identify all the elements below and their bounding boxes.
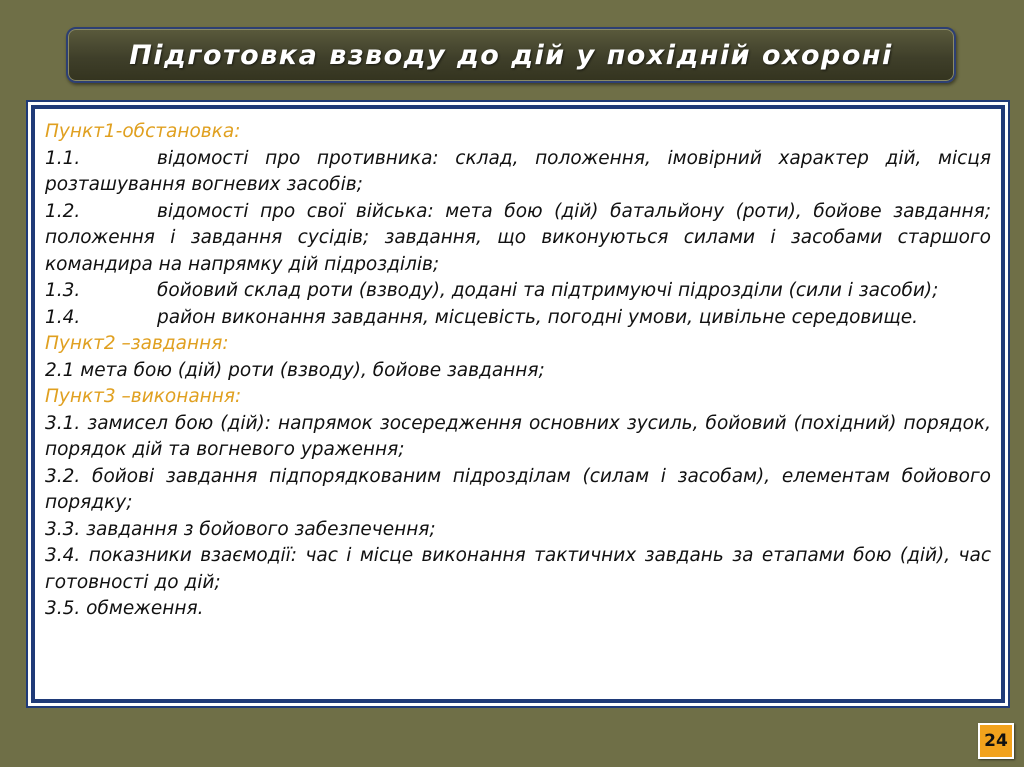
slide-title: Підготовка взводу до дій у похідній охороні xyxy=(129,39,893,71)
list-item: 3.2. бойові завдання підпорядкованим підрозділам (силам і засобам), елементам бойового порядку; xyxy=(45,465,991,513)
list-item: 2.1 мета бою (дій) роти (взводу), бойове завдання; xyxy=(45,359,545,381)
list-item xyxy=(45,278,991,305)
list-item: 3.1. замисел бою (дій): напрямок зосередження основних зусиль, бойовий (похідний) порядок, порядок дій та вогневого ураження; xyxy=(45,412,991,460)
title-bar xyxy=(66,27,956,83)
item-number: 1.4. xyxy=(45,306,81,328)
list-item xyxy=(45,305,991,332)
item-text: відомості про свої війська: мета бою (дій) батальйону (роти), бойове завдання; положення і завдання сусідів; завдання, що виконуються силами і засобами старшого командира на напрямку дій підрозділів; xyxy=(45,200,991,275)
item-number: 1.3. xyxy=(45,280,81,301)
section-heading: Пункт1-обстановка: xyxy=(45,121,241,142)
content-frame xyxy=(31,105,1005,703)
page-number-badge: 24 xyxy=(978,723,1014,759)
item-text: бойовий склад роти (взводу), додані та підтримуючі підрозділи (сили і засоби); xyxy=(157,280,939,301)
section-heading: Пункт2 –завдання: xyxy=(45,333,229,354)
section-heading: Пункт3 –виконання: xyxy=(45,386,242,407)
list-item: 3.5. обмеження. xyxy=(45,598,204,619)
item-text: район виконання завдання, місцевість, погодні умови, цивільне середовище. xyxy=(157,306,919,328)
content-body xyxy=(45,119,991,623)
item-number: 1.1. xyxy=(45,147,81,169)
item-text: відомості про противника: склад, положення, імовірний характер дій, місця розташування вогневих засобів; xyxy=(45,147,991,195)
list-item: 3.3. завдання з бойового забезпечення; xyxy=(45,518,436,540)
list-item xyxy=(45,146,991,199)
list-item xyxy=(45,199,991,279)
item-number: 1.2. xyxy=(45,200,81,222)
list-item: 3.4. показники взаємодії: час і місце виконання тактичних завдань за етапами бою (дій), час готовності до дій; xyxy=(45,545,991,593)
